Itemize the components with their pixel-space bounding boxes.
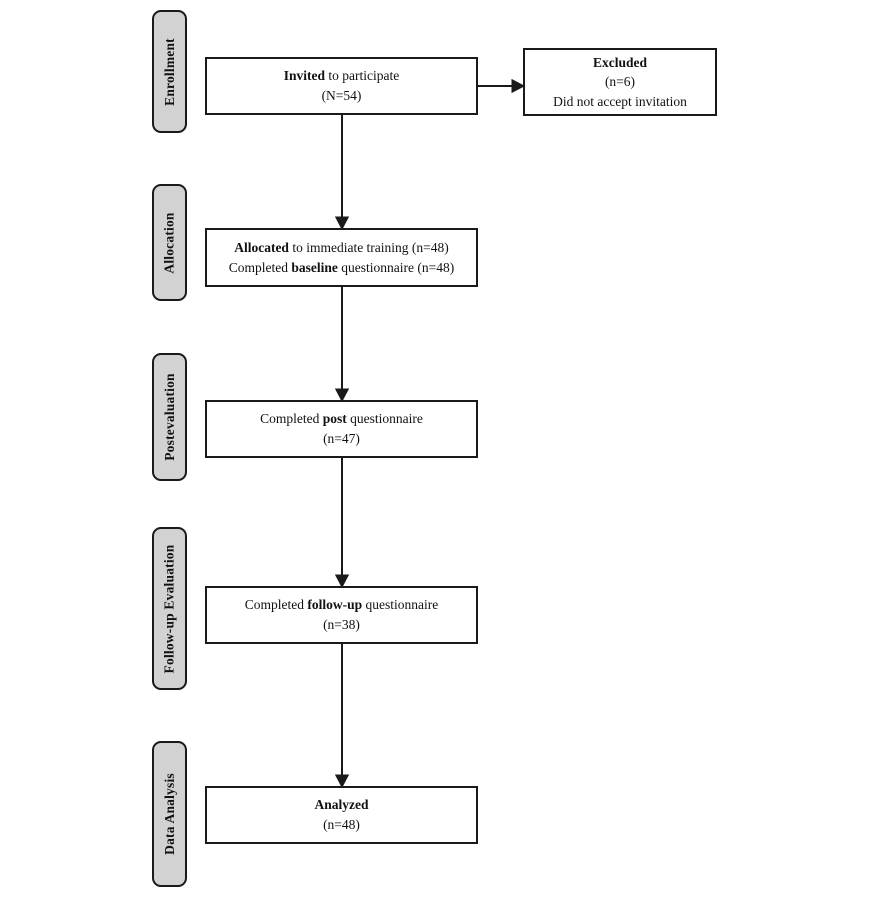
box-followup-questionnaire <box>205 586 478 644</box>
box-allocated-rest2: questionnaire (n=48) <box>337 259 455 275</box>
box-post-rest1: questionnaire <box>346 411 423 427</box>
box-post-line1 <box>260 409 423 429</box>
stage-allocation-label: Allocation <box>161 211 177 274</box>
stage-allocation <box>152 184 187 301</box>
arrow-invited-to-allocated <box>337 115 348 228</box>
box-post-line2: (n=47) <box>323 431 360 446</box>
box-allocated-pre2: Completed <box>228 259 292 275</box>
box-followup-bold1: follow-up <box>307 597 363 613</box>
box-followup-rest1: questionnaire <box>362 597 439 613</box>
box-followup-line2: (n=38) <box>323 617 360 632</box>
box-analyzed-bold1: Analyzed <box>314 797 369 813</box>
box-post-pre1: Completed <box>260 411 323 427</box>
box-excluded-line3: Did not accept invitation <box>553 93 687 109</box>
box-excluded-line2: (n=6) <box>604 74 636 90</box>
stage-postevaluation <box>152 353 187 481</box>
box-invited-line2: (N=54) <box>321 88 362 103</box>
stage-data-analysis <box>152 741 187 887</box>
box-post-questionnaire <box>205 400 478 458</box>
box-followup-pre1: Completed <box>244 597 308 613</box>
box-invited-bold1: Invited <box>283 68 326 84</box>
box-allocated-line1 <box>234 238 449 258</box>
arrow-post-to-followup <box>337 458 348 586</box>
box-allocated-line2 <box>229 258 454 278</box>
box-invited <box>205 57 478 115</box>
box-post-bold1: post <box>322 411 347 427</box>
box-allocated-bold1: Allocated <box>234 239 289 255</box>
stage-followup-evaluation-label: Follow-up Evaluation <box>161 544 177 673</box>
arrow-followup-to-analyzed <box>337 644 348 786</box>
stage-enrollment-label: Enrollment <box>161 37 177 106</box>
stage-postevaluation-label: Postevaluation <box>161 373 177 461</box>
box-analyzed-line2: (n=48) <box>323 817 360 832</box>
box-allocated <box>205 228 478 287</box>
box-invited-rest1: to participate <box>325 68 400 84</box>
box-allocated-bold2: baseline <box>291 259 338 275</box>
stage-enrollment <box>152 10 187 133</box>
box-excluded-bold1: Excluded <box>592 54 647 70</box>
box-excluded <box>523 48 717 116</box>
stage-data-analysis-label: Data Analysis <box>161 773 177 855</box>
box-allocated-rest1: to immediate training (n=48) <box>288 239 449 255</box>
box-invited-line1 <box>284 66 399 86</box>
arrow-invited-to-excluded <box>478 81 523 92</box>
arrow-allocated-to-post <box>337 287 348 400</box>
box-analyzed <box>205 786 478 844</box>
box-followup-line1 <box>245 595 439 615</box>
box-analyzed-line1 <box>315 795 369 815</box>
box-excluded-line1 <box>593 53 647 73</box>
stage-followup-evaluation <box>152 527 187 690</box>
